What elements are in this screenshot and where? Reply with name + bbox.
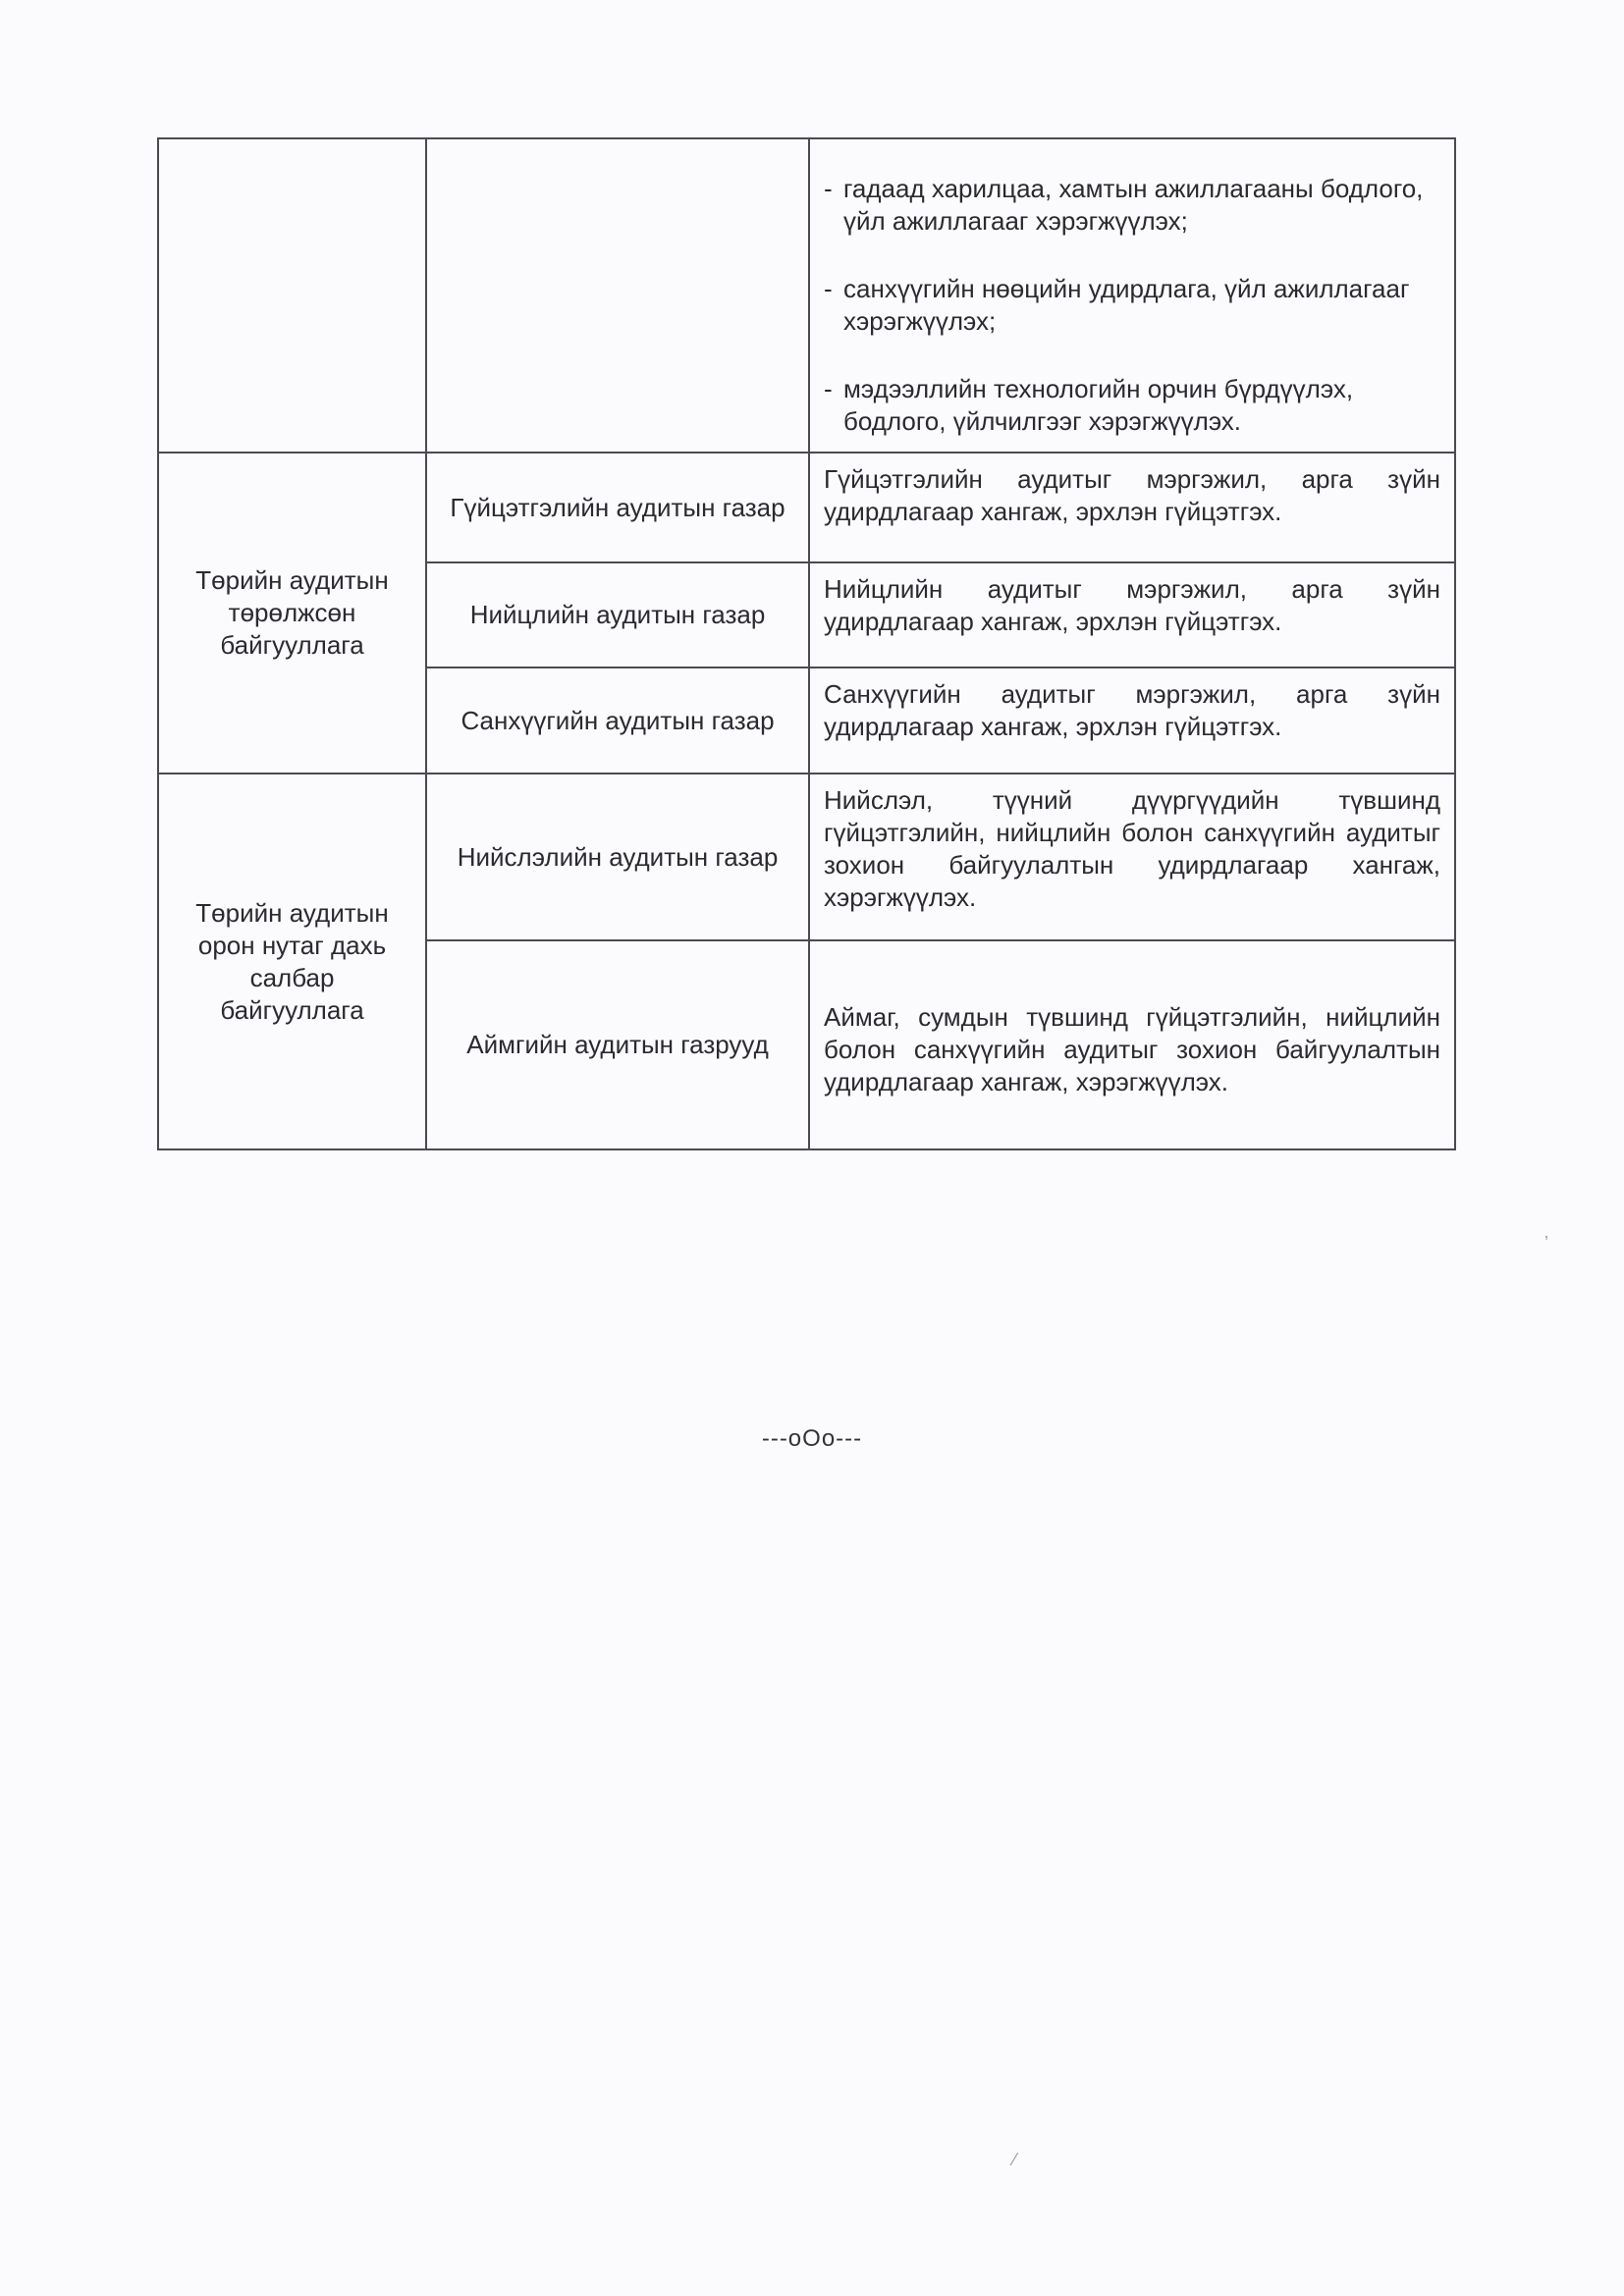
table-row <box>158 138 1455 453</box>
table-row <box>158 453 1455 562</box>
scan-speck-icon: ⁄ <box>1013 2150 1017 2169</box>
organization-table <box>157 137 1456 1150</box>
list-item-text: санхүүгийн нөөцийн удирдлага, үйл ажиллагааг хэрэгжүүлэх; <box>843 274 1410 336</box>
org-name-cell: Төрийн аудитын төрөлжсөн байгууллага <box>158 453 426 774</box>
org-name-cell: Төрийн аудитын орон нутаг дахь салбар байгууллага <box>158 774 426 1149</box>
empty-cell <box>158 138 426 453</box>
unit-name-cell: Нийслэлийн аудитын газар <box>426 774 809 940</box>
table-row <box>158 774 1455 940</box>
unit-description-cell: Санхүүгийн аудитыг мэргэжил, арга зүйн удирдлагаар хангаж, эрхлэн гүйцэтгэх. <box>809 667 1455 774</box>
scan-speck-icon: ’ <box>1544 1233 1548 1253</box>
end-of-document-mark: ---oOo--- <box>761 1425 863 1452</box>
list-item: - гадаад харилцаа, хамтын ажиллагааны бодлого, үйл ажиллагааг хэрэгжүүлэх; <box>824 173 1440 238</box>
bullet-list-cell <box>809 138 1455 453</box>
unit-description-cell: Нийслэл, түүний дүүргүүдийн түвшинд гүйцэтгэлийн, нийцлийн болон санхүүгийн аудитыг зохион байгуулалтын удирдлагаар хангаж, хэрэгжүүлэх. <box>809 774 1455 940</box>
list-item-text: мэдээллийн технологийн орчин бүрдүүлэх, бодлого, үйлчилгээг хэрэгжүүлэх. <box>843 374 1354 436</box>
unit-name-cell: Санхүүгийн аудитын газар <box>426 667 809 774</box>
unit-name-cell: Нийцлийн аудитын газар <box>426 562 809 667</box>
unit-name-cell: Аймгийн аудитын газрууд <box>426 940 809 1149</box>
unit-description-cell: Аймаг, сумдын түвшинд гүйцэтгэлийн, нийцлийн болон санхүүгийн аудитыг зохион байгуулалтын удирдлагаар хангаж, хэрэгжүүлэх. <box>809 940 1455 1149</box>
unit-description-cell: Нийцлийн аудитыг мэргэжил, арга зүйн удирдлагаар хангаж, эрхлэн гүйцэтгэх. <box>809 562 1455 667</box>
empty-cell <box>426 138 809 453</box>
list-item: - санхүүгийн нөөцийн удирдлага, үйл ажиллагааг хэрэгжүүлэх; <box>824 273 1440 338</box>
list-item-text: гадаад харилцаа, хамтын ажиллагааны бодлого, үйл ажиллагааг хэрэгжүүлэх; <box>843 174 1424 236</box>
unit-name-cell: Гүйцэтгэлийн аудитын газар <box>426 453 809 562</box>
unit-description-cell: Гүйцэтгэлийн аудитыг мэргэжил, арга зүйн удирдлагаар хангаж, эрхлэн гүйцэтгэх. <box>809 453 1455 562</box>
list-item: - мэдээллийн технологийн орчин бүрдүүлэх, бодлого, үйлчилгээг хэрэгжүүлэх. <box>824 373 1440 438</box>
